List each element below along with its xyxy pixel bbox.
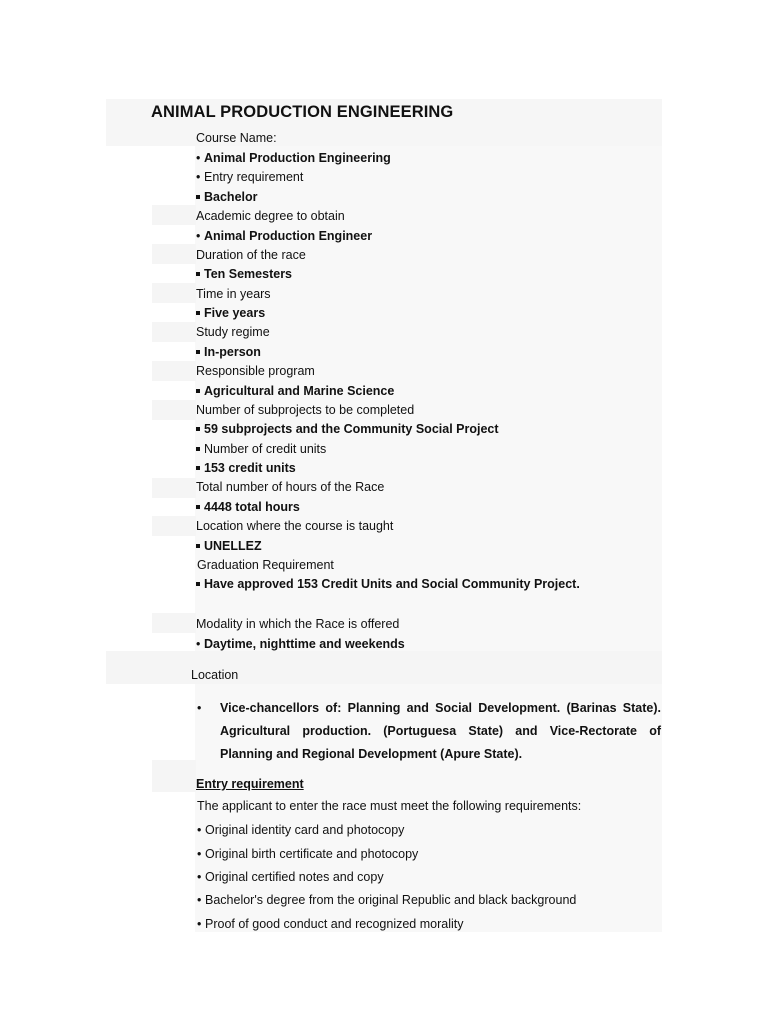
field-label: Location where the course is taught xyxy=(196,519,394,533)
field-value: Agricultural and Marine Science xyxy=(196,383,394,399)
field-value: Five years xyxy=(196,305,265,321)
square-bullet-icon xyxy=(196,311,200,315)
square-bullet-icon xyxy=(196,582,200,586)
shade-block xyxy=(152,244,196,264)
list-item: • Original identity card and photocopy xyxy=(197,823,405,837)
field-label: Total number of hours of the Race xyxy=(196,480,385,494)
field-value: • Animal Production Engineer xyxy=(196,229,373,243)
shade-block xyxy=(152,516,196,536)
shade-block xyxy=(152,400,196,420)
field-value: In-person xyxy=(196,344,261,360)
square-bullet-icon xyxy=(196,544,200,548)
field-label: Responsible program xyxy=(196,364,315,378)
square-bullet-icon xyxy=(196,272,200,276)
list-item: • Original birth certificate and photocopy xyxy=(197,847,419,861)
field-label: Time in years xyxy=(196,287,271,301)
location-text: Vice-chancellors of: Planning and Social Development. (Barinas State). Agricultural production. (Portuguesa State) and Vice-Rectorate of Planning and Regional Development (Apure State). xyxy=(220,701,661,761)
shade-block xyxy=(152,283,196,303)
location-label: Location xyxy=(191,668,239,682)
list-item: • Proof of good conduct and recognized morality xyxy=(197,917,464,931)
square-bullet-icon xyxy=(196,389,200,393)
shade-block xyxy=(152,760,196,792)
page-title: ANIMAL PRODUCTION ENGINEERING xyxy=(151,103,454,121)
location-bullet: • xyxy=(197,701,202,715)
square-bullet-icon xyxy=(196,505,200,509)
field-label: Academic degree to obtain xyxy=(196,209,345,223)
square-bullet-icon xyxy=(196,466,200,470)
square-bullet-icon xyxy=(196,427,200,431)
field-label: Graduation Requirement xyxy=(197,558,334,572)
field-value: • Animal Production Engineering xyxy=(196,151,391,165)
field-value: 59 subprojects and the Community Social Project xyxy=(196,421,499,437)
field-label: Modality in which the Race is offered xyxy=(196,617,400,631)
square-bullet-icon xyxy=(196,447,200,451)
shade-block xyxy=(106,651,662,684)
field-label: Duration of the race xyxy=(196,248,306,262)
field-label: Study regime xyxy=(196,325,270,339)
field-value: 4448 total hours xyxy=(196,499,300,515)
field-value: • Daytime, nighttime and weekends xyxy=(196,637,405,651)
entry-requirement-heading: Entry requirement xyxy=(196,777,304,791)
shade-block xyxy=(152,322,196,342)
shade-block xyxy=(152,361,196,381)
field-value: Bachelor xyxy=(196,189,258,205)
field-value: UNELLEZ xyxy=(196,538,262,554)
shade-block xyxy=(152,613,196,633)
field-value: Ten Semesters xyxy=(196,266,292,282)
shade-block xyxy=(152,205,196,225)
list-item: • Original certified notes and copy xyxy=(197,870,384,884)
square-bullet-icon xyxy=(196,350,200,354)
field-label: Course Name: xyxy=(196,131,277,145)
entry-intro: The applicant to enter the race must meet the following requirements: xyxy=(197,799,582,813)
field-value: 153 credit units xyxy=(196,460,296,476)
field-value: Have approved 153 Credit Units and Social Community Project. xyxy=(196,576,580,592)
square-bullet-icon xyxy=(196,195,200,199)
field-label: • Entry requirement xyxy=(196,170,304,184)
list-item: • Bachelor's degree from the original Republic and black background xyxy=(197,893,577,907)
shade-block xyxy=(152,478,196,498)
field-label: Number of credit units xyxy=(196,441,326,457)
field-label: Number of subprojects to be completed xyxy=(196,403,415,417)
